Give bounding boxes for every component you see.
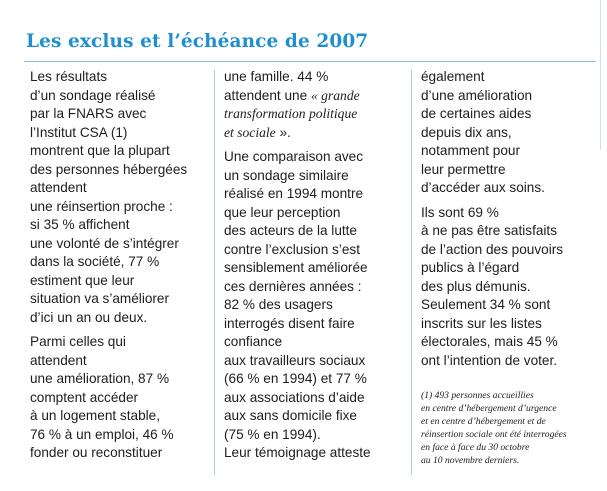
text-line: de certaines aides	[421, 106, 532, 121]
text-line: ces dernières années :	[224, 278, 362, 294]
text-line: contre l’exclusion s’est	[224, 241, 360, 257]
page-edge-line	[600, 0, 601, 150]
text-line: interrogés disent faire	[224, 315, 355, 331]
italic-quote: et sociale	[224, 124, 276, 140]
text-line: aux associations d’aide	[224, 389, 365, 405]
text-line: attendent	[30, 180, 87, 195]
text-line: de l’action des pouvoirs	[421, 241, 564, 257]
column-3	[421, 68, 563, 370]
text-line: notamment pour	[421, 143, 520, 158]
text-line: une famille. 44 %	[224, 69, 329, 84]
italic-quote: « grande	[310, 87, 360, 103]
column-1	[30, 68, 187, 463]
text-line: publics à l’égard	[421, 260, 520, 275]
text-line: un sondage similaire	[224, 167, 349, 183]
text-line: comptent accéder	[30, 389, 139, 405]
footnote-line: et en centre d’hébergement et de	[421, 416, 546, 427]
text-line: par la FNARS avec	[30, 106, 147, 121]
text-line: situation va s’améliorer	[30, 291, 170, 306]
column-3-paragraph-2	[421, 204, 563, 371]
text-line: depuis dix ans,	[421, 124, 512, 140]
text-line: Leur témoignage atteste	[224, 445, 371, 460]
text-line: si 35 % affichent	[30, 217, 130, 232]
article-title: Les exclus et l’échéance de 2007	[26, 31, 369, 52]
text-segment: ».	[275, 124, 291, 140]
column-2-paragraph	[224, 148, 371, 463]
text-line: estiment que leur	[30, 272, 135, 288]
column-2	[224, 68, 371, 463]
footnote-line: au 10 novembre derniers.	[421, 455, 520, 466]
text-line: fonder ou reconstituer	[30, 445, 163, 460]
text-line: montrent que la plupart	[30, 143, 170, 158]
text-line: à ne pas être satisfaits	[421, 223, 558, 238]
text-line: dans la société, 77 %	[30, 254, 160, 269]
text-line: que leur perception	[224, 204, 341, 220]
text-line: Ils sont 69 %	[421, 204, 499, 220]
text-line: des plus démunis.	[421, 278, 531, 294]
text-line: d’ici un an ou deux.	[30, 309, 148, 325]
text-line: l’Institut CSA (1)	[30, 124, 128, 140]
text-line: leur permettre	[421, 161, 506, 177]
text-line: sensiblement améliorée	[224, 260, 368, 275]
text-line: une amélioration, 87 %	[30, 371, 170, 386]
text-line: attendent	[30, 352, 87, 368]
text-line: (75 % en 1994).	[224, 426, 321, 442]
text-line	[224, 87, 371, 106]
footnote-line: en face à face du 30 octobre	[421, 442, 530, 453]
text-line: des acteurs de la lutte	[224, 223, 357, 238]
column-divider-1	[214, 70, 215, 475]
text-line: (66 % en 1994) et 77 %	[224, 371, 367, 386]
text-line: électorales, mais 45 %	[421, 334, 558, 349]
column-3-paragraph-1	[421, 68, 563, 198]
text-line: réalisé en 1994 montre	[224, 186, 364, 201]
text-line: des personnes hébergées	[30, 161, 188, 177]
title-divider	[24, 61, 596, 62]
text-line: 82 % des usagers	[224, 297, 333, 312]
text-line	[224, 124, 371, 143]
text-line: Une comparaison avec	[224, 149, 364, 164]
text-line: Seulement 34 % sont	[421, 297, 551, 312]
text-line: aux travailleurs sociaux	[224, 352, 366, 368]
text-line: une volonté de s’intégrer	[30, 235, 179, 251]
text-line: inscrits sur les listes	[421, 315, 542, 331]
footnote	[421, 389, 567, 467]
text-segment: attendent une	[224, 87, 311, 103]
text-line: également	[421, 69, 485, 84]
text-line: à un logement stable,	[30, 408, 160, 423]
text-line: d’une amélioration	[421, 87, 533, 103]
text-line: 76 % à un emploi, 46 %	[30, 426, 174, 442]
text-line: ont l’intention de voter.	[421, 352, 558, 368]
text-line: Les résultats	[30, 69, 108, 84]
text-line: Parmi celles qui	[30, 334, 126, 349]
text-line: d’accéder aux soins.	[421, 180, 545, 195]
text-line: d’un sondage réalisé	[30, 87, 156, 103]
footnote-line: réinsertion sociale ont été interrogées	[421, 429, 567, 440]
footnote-line: (1) 493 personnes accueillies	[421, 390, 534, 401]
italic-quote: transformation politique	[224, 106, 358, 121]
footnote-line: en centre d’hébergement d’urgence	[421, 403, 557, 414]
text-line: une réinsertion proche :	[30, 198, 173, 214]
column-divider-2	[411, 70, 412, 475]
text-line: confiance	[224, 334, 283, 349]
text-line: aux sans domicile fixe	[224, 408, 357, 423]
